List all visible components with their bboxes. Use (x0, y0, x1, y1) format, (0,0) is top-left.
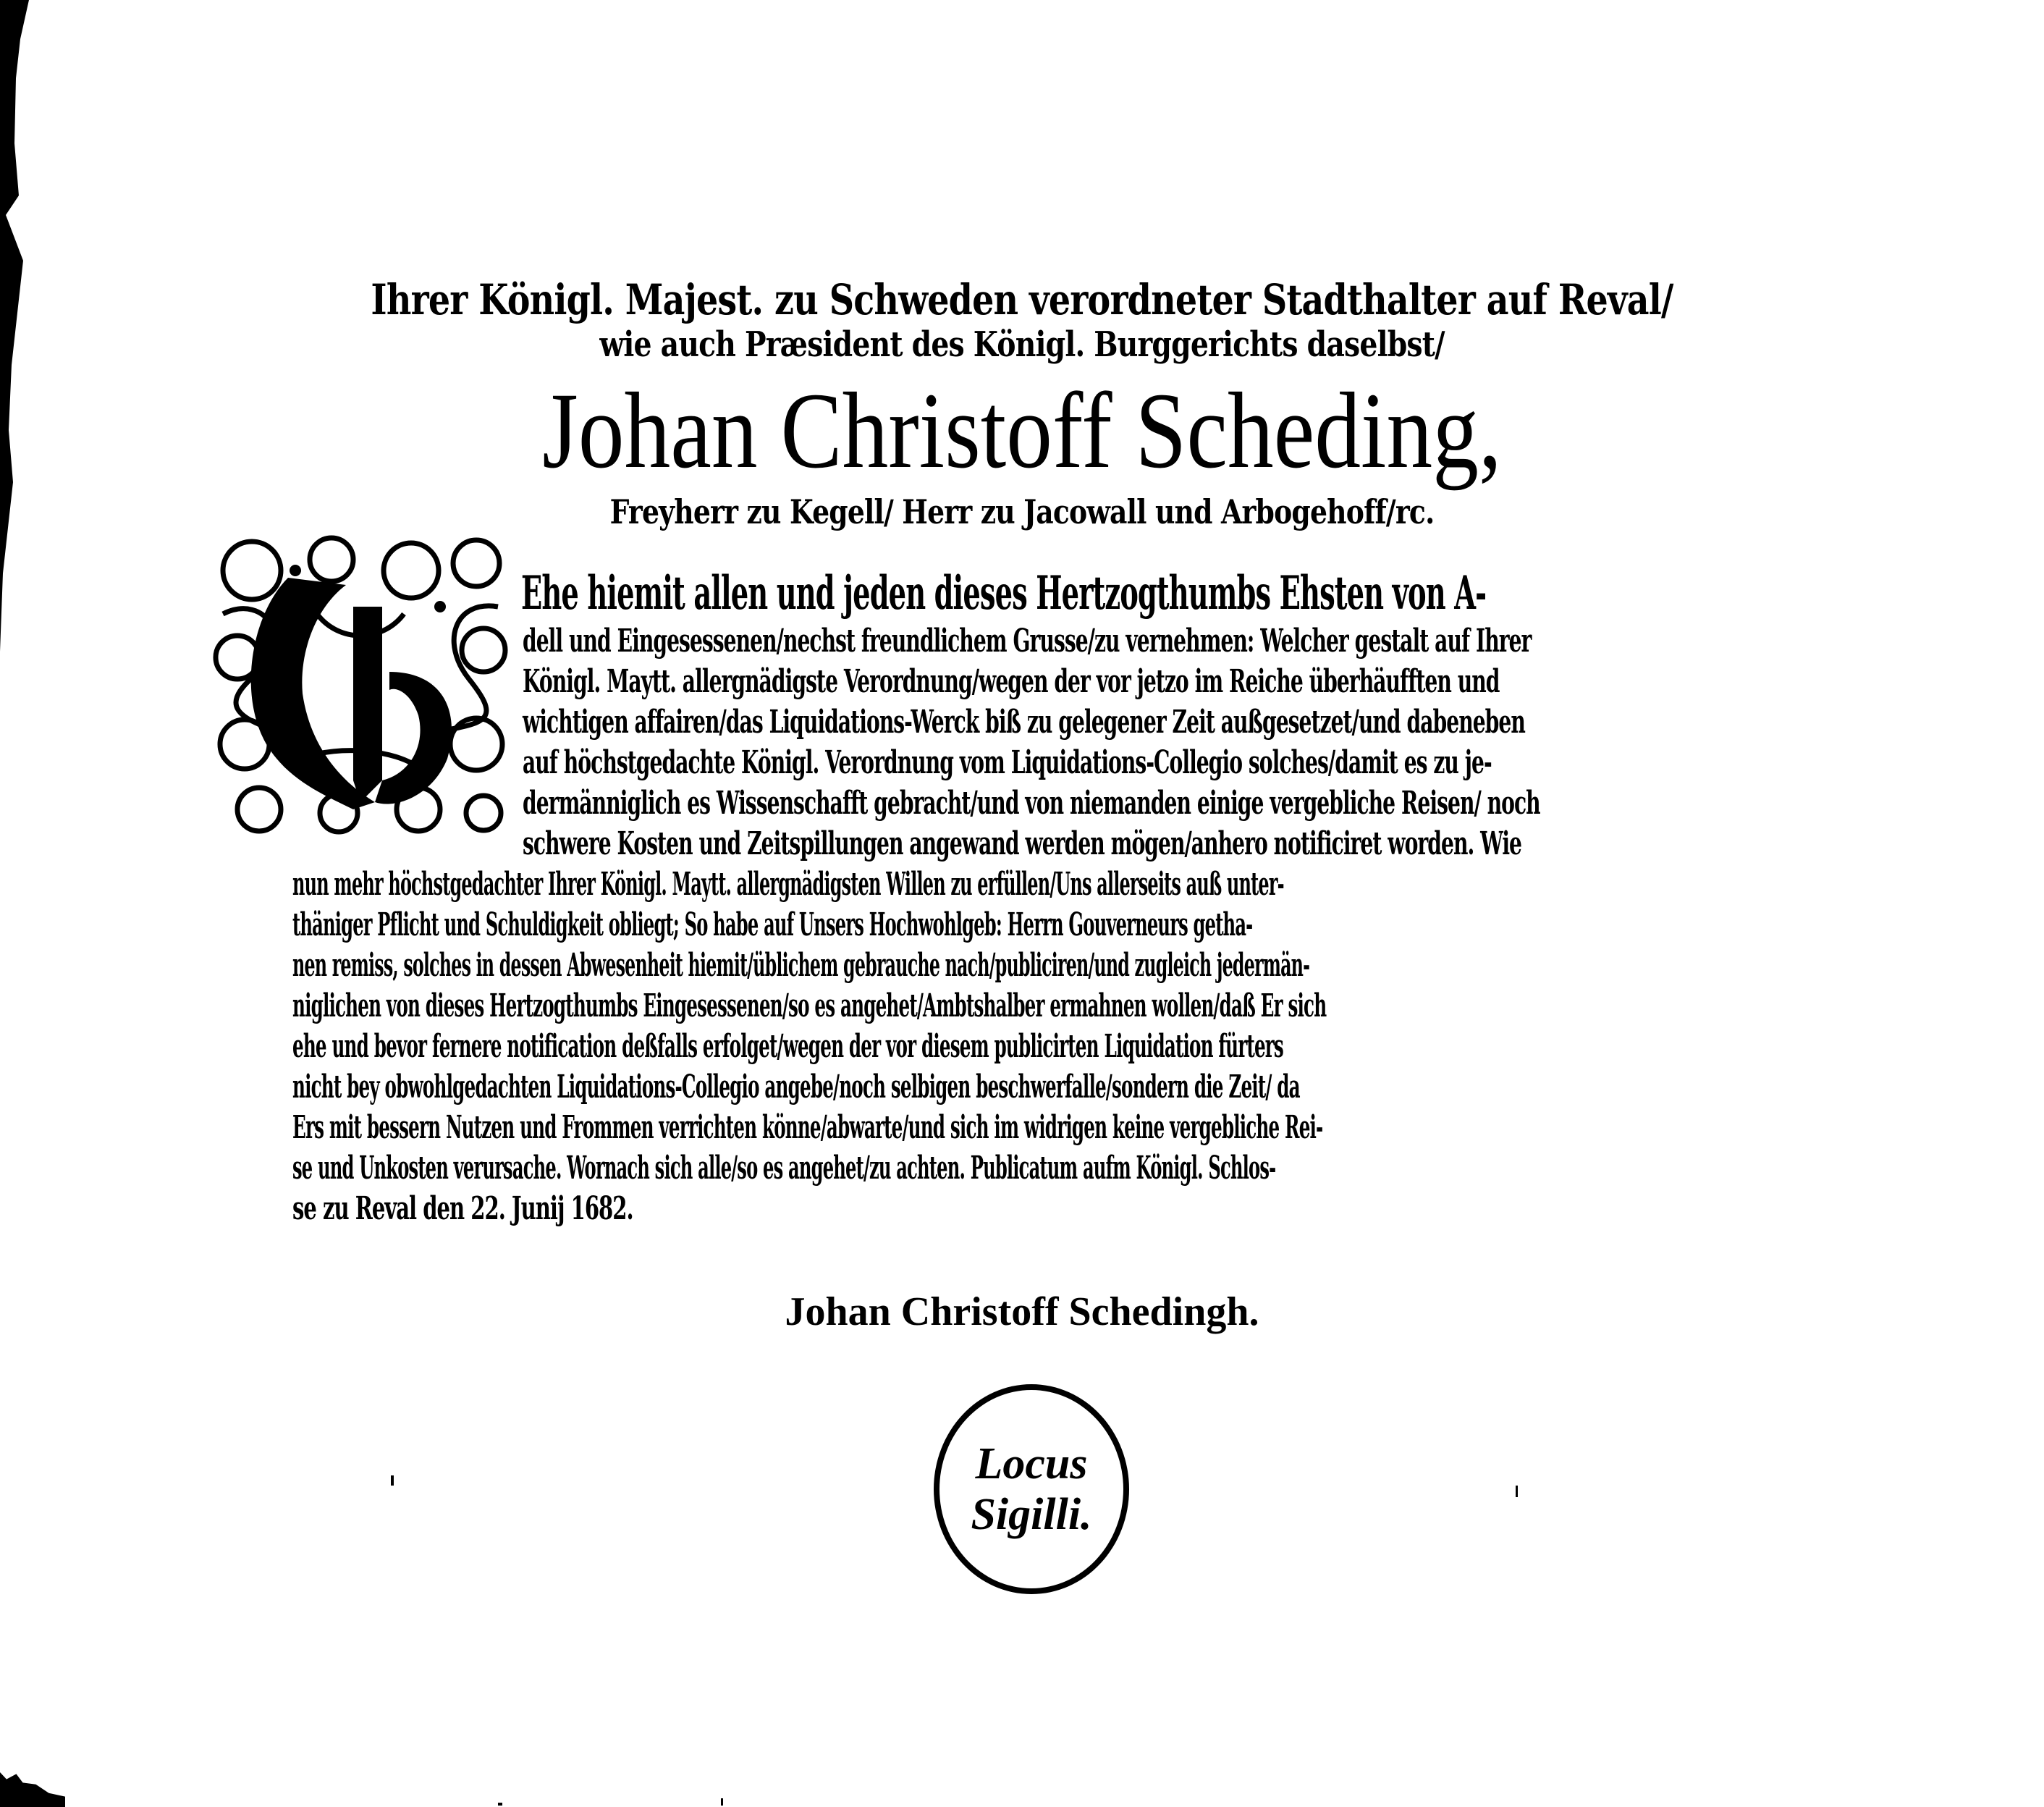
heading-line-1: Ihrer Königl. Majest. zu Schweden verordneter Stadthalter auf Reval/ (371, 275, 1673, 324)
body-line: niglichen von dieses Hertzogthumbs Eingesessenen/so es angehet/Ambtshalber ermahnen wollen/daß Er sich (292, 987, 1327, 1024)
body-line: dermänniglich es Wissenschafft gebracht/und von niemanden einige vergebliche Reisen/ noch (523, 785, 1540, 822)
signature: Johan Christoff Schedingh. (785, 1289, 1259, 1334)
scan-speck (498, 1803, 502, 1806)
body-line: Ers mit bessern Nutzen und Frommen verrichten könne/abwarte/und sich im widrigen keine vergebliche Rei- (292, 1109, 1323, 1146)
scan-speck (721, 1798, 723, 1806)
body-line-date: se zu Reval den 22. Junij 1682. (292, 1190, 633, 1227)
body-line: ehe und bevor fernere notification deßfalls erfolget/wegen der vor diesem publicirten Liquidation fürters (292, 1028, 1283, 1065)
seal-line-1: Locus (975, 1439, 1088, 1488)
scan-edge-shadow-left (0, 0, 29, 652)
body-line: schwere Kosten und Zeitspillungen angewand werden mögen/anhero notificiret worden. Wie (523, 825, 1522, 862)
seal-placeholder (934, 1384, 1129, 1594)
issuer-name: Johan Christoff Scheding, (542, 371, 1502, 491)
body-line: se und Unkosten verursache. Wornach sich alle/so es angehet/zu achten. Publicatum aufm Königl. Schlos- (292, 1150, 1276, 1187)
scan-speck (391, 1475, 394, 1486)
body-line: nun mehr höchstgedachter Ihrer Königl. Maytt. allergnädigsten Willen zu erfüllen/Uns allerseits auß unter- (292, 866, 1284, 903)
seal-line-2: Sigilli. (971, 1490, 1092, 1539)
body-line: dell und Eingesessenen/nechst freundlichem Grusse/zu vernehmen: Welcher gestalt auf Ihrer (523, 623, 1532, 660)
body-line: nicht bey obwohlgedachten Liquidations-Collegio angebe/noch selbigen beschwerfalle/sondern die Zeit/ da (292, 1069, 1300, 1105)
body-line: wichtigen affairen/das Liquidations-Werck biß zu gelegener Zeit außgesetzet/und dabeneben (523, 704, 1525, 741)
body-line: auf höchstgedachte Königl. Verordnung vom Liquidations-Collegio solches/damit es zu je- (523, 744, 1492, 781)
body-line: thäniger Pflicht und Schuldigkeit obliegt; So habe auf Unsers Hochwohlgeb: Herrn Gouverneurs getha- (292, 906, 1253, 943)
body-first-line: Ehe hiemit allen und jeden dieses Hertzogthumbs Ehsten von A- (521, 566, 1487, 620)
scan-speck (1516, 1486, 1518, 1497)
heading-line-2: wie auch Præsident des Königl. Burggerichts daselbst/ (599, 324, 1445, 365)
body-line: Königl. Maytt. allergnädigste Verordnung/wegen der vor jetzo im Reiche überhäufften und (523, 663, 1500, 700)
issuer-titles: Freyherr zu Kegell/ Herr zu Jacowall und Arbogehoff/rc. (609, 492, 1435, 531)
ornate-initial-icon (208, 527, 510, 838)
scan-edge-shadow-bottom (0, 1772, 65, 1807)
body-line: nen remiss, solches in dessen Abwesenheit hiemit/üblichem gebrauche nach/publiciren/und zugleich jedermän- (292, 947, 1310, 984)
